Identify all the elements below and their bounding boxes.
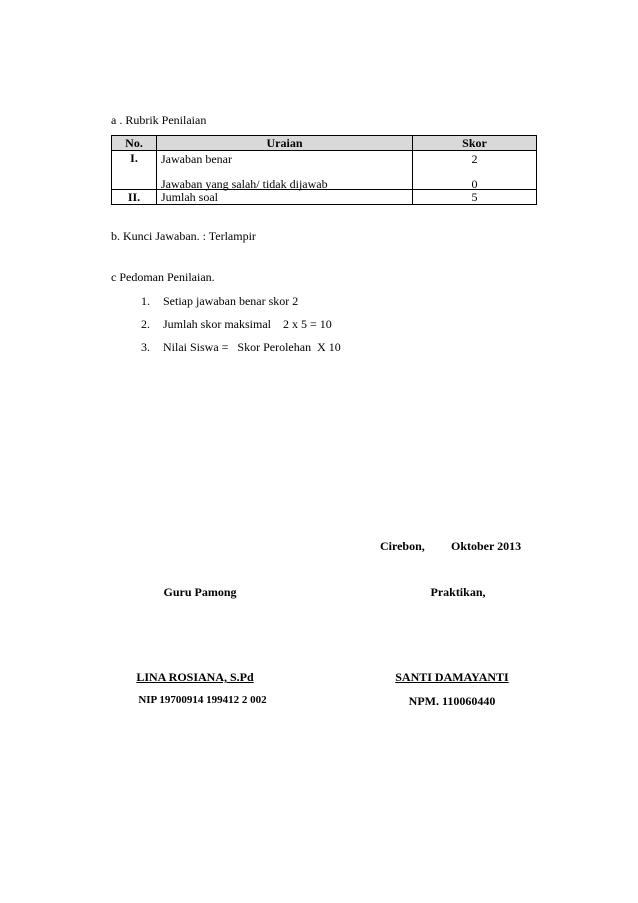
list-number: 2. bbox=[141, 317, 150, 331]
list-item bbox=[141, 294, 298, 309]
row-no: I. bbox=[112, 151, 157, 190]
list-item bbox=[141, 317, 332, 332]
list-text: Jumlah skor maksimal 2 x 5 = 10 bbox=[163, 317, 332, 331]
right-signer-role: Praktikan, bbox=[430, 585, 486, 599]
row-skor bbox=[413, 151, 537, 190]
list-number: 3. bbox=[141, 340, 150, 354]
skor-value: 0 bbox=[471, 177, 478, 191]
pedoman-heading: c Pedoman Penilaian. bbox=[111, 270, 215, 284]
row-uraian bbox=[157, 151, 413, 190]
right-signer-name: SANTI DAMAYANTI bbox=[395, 670, 509, 684]
kunci-jawaban-text: b. Kunci Jawaban. : Terlampir bbox=[111, 229, 256, 243]
left-signer-name: LINA ROSIANA, S.Pd bbox=[136, 670, 254, 684]
header-no: No. bbox=[112, 136, 157, 151]
row-uraian: Jumlah soal bbox=[157, 190, 413, 205]
table-row bbox=[112, 151, 537, 190]
uraian-line: Jawaban benar bbox=[161, 152, 232, 166]
list-item bbox=[141, 340, 341, 355]
table-row bbox=[112, 190, 537, 205]
signature-date: Oktober 2013 bbox=[451, 539, 522, 553]
list-text: Nilai Siswa = Skor Perolehan X 10 bbox=[163, 340, 341, 354]
uraian-line: Jawaban yang salah/ tidak dijawab bbox=[161, 177, 328, 191]
right-signer-id: NPM. 110060440 bbox=[408, 694, 496, 708]
rubrik-heading: a . Rubrik Penilaian bbox=[111, 113, 207, 127]
row-skor: 5 bbox=[413, 190, 537, 205]
skor-value: 2 bbox=[471, 152, 478, 166]
signature-place: Cirebon, bbox=[380, 539, 425, 553]
list-text: Setiap jawaban benar skor 2 bbox=[163, 294, 299, 308]
table-header-row bbox=[112, 136, 537, 151]
row-no: II. bbox=[112, 190, 157, 205]
left-signer-id: NIP 19700914 199412 2 002 bbox=[138, 694, 267, 706]
header-uraian: Uraian bbox=[157, 136, 413, 151]
rubrik-table bbox=[111, 135, 537, 205]
list-number: 1. bbox=[141, 294, 150, 308]
left-signer-role: Guru Pamong bbox=[163, 585, 237, 599]
header-skor: Skor bbox=[413, 136, 537, 151]
